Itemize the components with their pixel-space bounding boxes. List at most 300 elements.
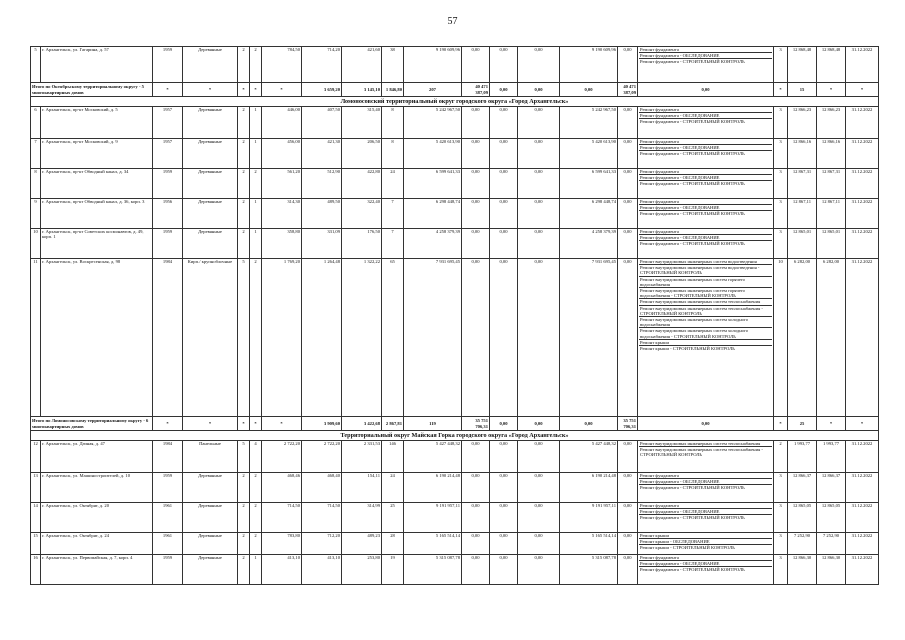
work-item: Ремонт фундамента - СТРОИТЕЛЬНЫЙ КОНТРОЛЬ [640, 59, 745, 65]
wall-material: Кирп./ крупноблочные [183, 259, 238, 417]
total-works-placeholder: * [774, 417, 788, 431]
floors-count: 2 [238, 199, 250, 229]
work-item: Ремонт фундамента [639, 503, 772, 509]
fund-support: 0,00 [462, 47, 490, 83]
work-item: Ремонт фундамента - ОБСЛЕДОВАНИЕ [639, 235, 772, 241]
work-item: Ремонт фундамента [639, 169, 772, 175]
work-item: Ремонт внутридомовых инженерных систем водоотведения [639, 259, 772, 265]
works-count: 3 [774, 199, 788, 229]
total-placeholder: * [153, 417, 183, 431]
other-funds: 0,00 [618, 473, 638, 503]
unit-cost: 12 866,16 [788, 139, 817, 169]
total-other-funds: 0,00 [638, 417, 774, 431]
max-unit-cost: 12 866,16 [817, 139, 846, 169]
residents-count: 24 [382, 473, 404, 503]
owned-area: 1 322,22 [342, 259, 382, 417]
work-item: Ремонт крыши - ОБСЛЕДОВАНИЕ [639, 539, 772, 545]
work-item: Ремонт фундамента - ОБСЛЕДОВАНИЕ [639, 509, 772, 515]
total-placeholder: * [238, 417, 250, 431]
owned-area: 422,80 [342, 169, 382, 199]
fund-support: 0,00 [462, 139, 490, 169]
work-item: Ремонт фундамента - ОБСЛЕДОВАНИЕ [639, 561, 772, 567]
residents-count: 25 [382, 503, 404, 533]
fund-support: 0,00 [462, 555, 490, 585]
house-address: г. Архангельск, ул. Дачная, д. 47 [41, 441, 153, 473]
total-area: 561,20 [262, 169, 302, 199]
owners-funds: 9 191 957,11 [560, 503, 618, 533]
other-funds: 0,00 [618, 533, 638, 555]
regional-budget: 0,00 [490, 259, 518, 417]
total-funding: 0,00 [560, 83, 618, 97]
living-area: 714,20 [302, 47, 342, 83]
total-area: 2 722,20 [262, 441, 302, 473]
owners-funds: 6 298 448,74 [560, 199, 618, 229]
max-unit-cost: 12 865,01 [817, 229, 846, 259]
fund-support: 0,00 [462, 169, 490, 199]
local-budget: 0,00 [518, 555, 560, 585]
capital-repair-table [30, 46, 879, 585]
floors-count: 5 [238, 441, 250, 473]
fund-support: 0,00 [462, 441, 490, 473]
residents-count: 65 [382, 259, 404, 417]
works-list [638, 441, 774, 473]
total-owners-funds: 35 751 706,31 [618, 417, 638, 431]
total-placeholder: * [183, 83, 238, 97]
total-area: 1 846,80 [382, 83, 404, 97]
deadline-date: 31.12.2022 [846, 199, 879, 229]
work-item: Ремонт крыши - СТРОИТЕЛЬНЫЙ КОНТРОЛЬ [640, 346, 735, 352]
house-address: г. Архангельск, пр-кт Московский, д. 5 [41, 107, 153, 139]
total-placeholder: * [153, 83, 183, 97]
residents-count: 146 [382, 441, 404, 473]
entrances-count: 2 [250, 533, 262, 555]
residents-count: 8 [382, 107, 404, 139]
house-address: г. Архангельск, пр-кт Московский, д. 9 [41, 139, 153, 169]
deadline-date: 31.12.2022 [846, 503, 879, 533]
repair-cost: 6 298 448,74 [404, 199, 462, 229]
deadline-date: 31.12.2022 [846, 259, 879, 417]
work-item: Ремонт фундамента - ОБСЛЕДОВАНИЕ [639, 205, 772, 211]
owned-area: 2 331,53 [342, 441, 382, 473]
house-address: г. Архангельск, ул. Первомайская, д. 7, корп. 4 [41, 555, 153, 585]
owners-funds: 5 165 514,14 [560, 533, 618, 555]
floors-count: 2 [238, 169, 250, 199]
works-count: 3 [774, 503, 788, 533]
table-row [31, 441, 879, 473]
works-list [638, 229, 774, 259]
works-count: 3 [774, 555, 788, 585]
owners-funds: 9 190 609,96 [560, 47, 618, 83]
deadline-date: 31.12.2022 [846, 169, 879, 199]
table-row [31, 503, 879, 533]
local-budget: 0,00 [518, 503, 560, 533]
regional-budget: 0,00 [490, 229, 518, 259]
works-count: 3 [774, 229, 788, 259]
living-area: 1 264,48 [302, 259, 342, 417]
owned-area: 154,11 [342, 473, 382, 503]
owned-area: 421,60 [342, 47, 382, 83]
regional-budget: 0,00 [490, 199, 518, 229]
works-list [638, 259, 774, 417]
work-item: Ремонт фундамента - ОБСЛЕДОВАНИЕ [639, 53, 772, 59]
regional-budget: 0,00 [490, 533, 518, 555]
entrances-count: 4 [250, 441, 262, 473]
floors-count: 2 [238, 503, 250, 533]
living-area: 2 722,20 [302, 441, 342, 473]
local-budget: 0,00 [518, 47, 560, 83]
total-funding: 0,00 [518, 83, 560, 97]
wall-material: Деревянные [183, 199, 238, 229]
local-budget: 0,00 [518, 441, 560, 473]
wall-material: Деревянные [183, 533, 238, 555]
regional-budget: 0,00 [490, 555, 518, 585]
total-label: Итого по Ломоносовскому территориальному округу - 6 многоквартирных домов [31, 417, 153, 431]
repair-cost: 9 190 609,96 [404, 47, 462, 83]
unit-cost: 12 867,11 [788, 199, 817, 229]
local-budget: 0,00 [518, 139, 560, 169]
floors-count: 2 [238, 47, 250, 83]
unit-cost: 12 867,31 [788, 169, 817, 199]
total-funding: 0,00 [490, 417, 518, 431]
max-unit-cost: 12 866,37 [817, 473, 846, 503]
build-year: 1984 [153, 259, 183, 417]
repair-cost: 6 599 641,33 [404, 169, 462, 199]
total-label: Итого по Октябрьскому территориальному округу - 5 многоквартирных домов [31, 83, 153, 97]
repair-cost: 6 190 214,48 [404, 473, 462, 503]
living-area: 413,10 [302, 555, 342, 585]
other-funds: 0,00 [618, 169, 638, 199]
total-residents: 119 [404, 417, 462, 431]
table-row [31, 555, 879, 585]
max-unit-cost: 12 865,05 [817, 503, 846, 533]
entrances-count: 1 [250, 107, 262, 139]
build-year: 1957 [153, 139, 183, 169]
living-area: 714,50 [302, 503, 342, 533]
floors-count: 2 [238, 533, 250, 555]
other-funds: 0,00 [618, 555, 638, 585]
works-count: 3 [774, 107, 788, 139]
total-placeholder: * [262, 417, 302, 431]
work-item: Ремонт крыши [639, 533, 772, 539]
works-list [638, 473, 774, 503]
total-max-unit-cost: * [846, 417, 879, 431]
fund-support: 0,00 [462, 503, 490, 533]
table-row [31, 199, 879, 229]
table-body [31, 47, 879, 585]
work-item: Ремонт фундамента - СТРОИТЕЛЬНЫЙ КОНТРОЛЬ [640, 151, 745, 157]
section-header-row [31, 97, 879, 107]
section-title: Ломоносовский территориальный округ городского округа «Город Архангельск» [31, 97, 879, 107]
deadline-date: 31.12.2022 [846, 441, 879, 473]
total-area: 2 867,81 [382, 417, 404, 431]
work-item: Ремонт фундамента - ОБСЛЕДОВАНИЕ [639, 113, 772, 119]
wall-material: Панельные [183, 441, 238, 473]
floors-count: 2 [238, 473, 250, 503]
work-item: Ремонт фундамента - СТРОИТЕЛЬНЫЙ КОНТРОЛЬ [640, 181, 745, 187]
deadline-date: 31.12.2022 [846, 47, 879, 83]
row-number: 11 [31, 259, 41, 417]
total-placeholder: * [238, 83, 250, 97]
local-budget: 0,00 [518, 533, 560, 555]
residents-count: 7 [382, 229, 404, 259]
repair-cost: 9 191 957,11 [404, 503, 462, 533]
row-number: 10 [31, 229, 41, 259]
owners-funds: 7 931 695,45 [560, 259, 618, 417]
total-area: 358,80 [262, 229, 302, 259]
total-funding: 0,00 [560, 417, 618, 431]
fund-support: 0,00 [462, 259, 490, 417]
total-other-funds: 0,00 [638, 83, 774, 97]
owned-area: 176,50 [342, 229, 382, 259]
unit-cost: 12 868,48 [788, 47, 817, 83]
repair-cost: 7 931 695,45 [404, 259, 462, 417]
house-address: г. Архангельск, ул. Воскресенская, д. 98 [41, 259, 153, 417]
total-owners-funds: 40 471 387,09 [618, 83, 638, 97]
wall-material: Деревянные [183, 555, 238, 585]
living-area: 421,30 [302, 139, 342, 169]
other-funds: 0,00 [618, 107, 638, 139]
build-year: 1961 [153, 503, 183, 533]
build-year: 1959 [153, 229, 183, 259]
work-item: Ремонт внутридомовых инженерных систем теплоснабжения - СТРОИТЕЛЬНЫЙ КОНТРОЛЬ [639, 306, 772, 317]
fund-support: 0,00 [462, 533, 490, 555]
house-address: г. Архангельск, ул. Октябрят, д. 20 [41, 503, 153, 533]
row-number: 15 [31, 533, 41, 555]
work-item: Ремонт фундамента [639, 139, 772, 145]
house-address: г. Архангельск, ул. Гагарина, д. 57 [41, 47, 153, 83]
page-number: 57 [447, 16, 458, 27]
regional-budget: 0,00 [490, 47, 518, 83]
table-row [31, 47, 879, 83]
owned-area: 489,23 [342, 533, 382, 555]
work-item: Ремонт фундамента [639, 473, 772, 479]
living-area: 489,50 [302, 199, 342, 229]
work-item: Ремонт внутридомовых инженерных систем холодного водоснабжения - СТРОИТЕЛЬНЫЙ КОНТРОЛЬ [639, 328, 772, 339]
local-budget: 0,00 [518, 169, 560, 199]
deadline-date: 31.12.2022 [846, 139, 879, 169]
house-address: г. Архангельск, ул. Машиностроителей, д. 10 [41, 473, 153, 503]
other-funds: 0,00 [618, 199, 638, 229]
deadline-date: 31.12.2022 [846, 229, 879, 259]
work-item: Ремонт фундамента - СТРОИТЕЛЬНЫЙ КОНТРОЛЬ [640, 119, 745, 125]
entrances-count: 2 [250, 169, 262, 199]
work-item: Ремонт внутридомовых инженерных систем горячего водоснабжения [639, 277, 772, 288]
fund-support: 0,00 [462, 199, 490, 229]
section-header-row [31, 431, 879, 441]
residents-count: 28 [382, 533, 404, 555]
row-number: 8 [31, 169, 41, 199]
total-area: 446,00 [262, 107, 302, 139]
regional-budget: 0,00 [490, 473, 518, 503]
work-item: Ремонт внутридомовых инженерных систем водоотведения - СТРОИТЕЛЬНЫЙ КОНТРОЛЬ [639, 265, 772, 276]
work-item: Ремонт внутридомовых инженерных систем теплоснабжения [639, 441, 772, 447]
build-year: 1961 [153, 533, 183, 555]
other-funds: 0,00 [618, 503, 638, 533]
wall-material: Деревянные [183, 169, 238, 199]
work-item: Ремонт внутридомовых инженерных систем холодного водоснабжения [639, 317, 772, 328]
row-number: 14 [31, 503, 41, 533]
max-unit-cost: 7 252,90 [817, 533, 846, 555]
works-list [638, 533, 774, 555]
regional-budget: 0,00 [490, 441, 518, 473]
total-row [31, 83, 879, 97]
max-unit-cost: 12 867,31 [817, 169, 846, 199]
row-number: 7 [31, 139, 41, 169]
fund-support: 0,00 [462, 473, 490, 503]
owned-area: 206,50 [342, 139, 382, 169]
build-year: 1957 [153, 107, 183, 139]
total-area: 3 422,68 [342, 417, 382, 431]
total-area: 3 145,10 [342, 83, 382, 97]
wall-material: Деревянные [183, 47, 238, 83]
total-cost: 40 471 387,09 [462, 83, 490, 97]
work-item: Ремонт фундамента [639, 199, 772, 205]
repair-cost: 5 242 967,50 [404, 107, 462, 139]
build-year: 1956 [153, 199, 183, 229]
total-placeholder: * [250, 83, 262, 97]
residents-count: 24 [382, 169, 404, 199]
unit-cost: 7 252,90 [788, 533, 817, 555]
build-year: 1959 [153, 555, 183, 585]
work-item: Ремонт внутридомовых инженерных систем теплоснабжения [639, 299, 772, 305]
work-item: Ремонт крыши - СТРОИТЕЛЬНЫЙ КОНТРОЛЬ [640, 545, 735, 551]
living-area: 712,20 [302, 533, 342, 555]
regional-budget: 0,00 [490, 169, 518, 199]
house-address: г. Архангельск, ул. Октябрят, д. 24 [41, 533, 153, 555]
owners-funds: 5 242 967,50 [560, 107, 618, 139]
entrances-count: 1 [250, 229, 262, 259]
total-area: 1 769,20 [262, 259, 302, 417]
owners-funds: 4 258 379,39 [560, 229, 618, 259]
works-list [638, 139, 774, 169]
fund-support: 0,00 [462, 107, 490, 139]
local-budget: 0,00 [518, 107, 560, 139]
works-count: 3 [774, 169, 788, 199]
works-count: 10 [774, 259, 788, 417]
unit-cost: 12 865,01 [788, 229, 817, 259]
residents-count: 8 [382, 139, 404, 169]
total-unit-cost: * [817, 83, 846, 97]
floors-count: 5 [238, 259, 250, 417]
owners-funds: 6 599 641,33 [560, 169, 618, 199]
max-unit-cost: 12 866,23 [817, 107, 846, 139]
row-number: 6 [31, 107, 41, 139]
work-item: Ремонт фундамента [639, 555, 772, 561]
house-address: г. Архангельск, пр-кт Обводный канал, д. 34 [41, 169, 153, 199]
row-number: 13 [31, 473, 41, 503]
build-year: 1959 [153, 169, 183, 199]
total-unit-cost: * [817, 417, 846, 431]
regional-budget: 0,00 [490, 503, 518, 533]
entrances-count: 1 [250, 555, 262, 585]
floors-count: 2 [238, 229, 250, 259]
max-unit-cost: 6 282,00 [817, 259, 846, 417]
total-area: 784,50 [262, 47, 302, 83]
owned-area: 315,40 [342, 107, 382, 139]
total-funding: 0,00 [518, 417, 560, 431]
work-item: Ремонт внутридомовых инженерных систем теплоснабжения - СТРОИТЕЛЬНЫЙ КОНТРОЛЬ [640, 447, 763, 458]
owned-area: 253,80 [342, 555, 382, 585]
total-area: 783,80 [262, 533, 302, 555]
work-item: Ремонт фундамента [639, 47, 772, 53]
house-address: г. Архангельск, пр-кт Советских космонавтов, д. 49, корп. 1 [41, 229, 153, 259]
table-row [31, 533, 879, 555]
local-budget: 0,00 [518, 259, 560, 417]
row-number: 5 [31, 47, 41, 83]
house-address: г. Архангельск, пр-кт Обводный канал, д. 36, корп. 3 [41, 199, 153, 229]
work-item: Ремонт фундамента - СТРОИТЕЛЬНЫЙ КОНТРОЛЬ [640, 211, 745, 217]
total-placeholder: * [250, 417, 262, 431]
other-funds: 0,00 [618, 259, 638, 417]
owners-funds: 6 190 214,48 [560, 473, 618, 503]
living-area: 468,40 [302, 473, 342, 503]
works-list [638, 555, 774, 585]
wall-material: Деревянные [183, 229, 238, 259]
unit-cost: 12 866,37 [788, 473, 817, 503]
other-funds: 0,00 [618, 47, 638, 83]
wall-material: Деревянные [183, 473, 238, 503]
owners-funds: 5 427 448,32 [560, 441, 618, 473]
works-list [638, 199, 774, 229]
local-budget: 0,00 [518, 199, 560, 229]
fund-support: 0,00 [462, 229, 490, 259]
local-budget: 0,00 [518, 473, 560, 503]
work-item: Ремонт фундамента - ОБСЛЕДОВАНИЕ [639, 145, 772, 151]
repair-cost: 4 258 379,39 [404, 229, 462, 259]
wall-material: Деревянные [183, 139, 238, 169]
total-area: 456,00 [262, 139, 302, 169]
table-row [31, 229, 879, 259]
total-placeholder: * [262, 83, 302, 97]
residents-count: 19 [382, 555, 404, 585]
residents-count: 38 [382, 47, 404, 83]
row-number: 16 [31, 555, 41, 585]
section-title: Территориальный округ Майская Горка городского округа «Город Архангельск» [31, 431, 879, 441]
total-area: 314,30 [262, 199, 302, 229]
living-area: 331,09 [302, 229, 342, 259]
total-funding: 0,00 [490, 83, 518, 97]
owners-funds: 5 315 087,78 [560, 555, 618, 585]
unit-cost: 12 866,30 [788, 555, 817, 585]
unit-cost: 6 282,00 [788, 259, 817, 417]
wall-material: Деревянные [183, 107, 238, 139]
works-count: 3 [774, 139, 788, 169]
deadline-date: 31.12.2022 [846, 107, 879, 139]
work-item: Ремонт фундамента - СТРОИТЕЛЬНЫЙ КОНТРОЛЬ [640, 485, 745, 491]
table-row [31, 107, 879, 139]
deadline-date: 31.12.2022 [846, 473, 879, 503]
work-item: Ремонт фундамента - СТРОИТЕЛЬНЫЙ КОНТРОЛЬ [640, 241, 745, 247]
other-funds: 0,00 [618, 441, 638, 473]
total-area: 714,50 [262, 503, 302, 533]
living-area: 407,50 [302, 107, 342, 139]
total-area: 3 659,20 [302, 83, 342, 97]
total-area: 3 909,60 [302, 417, 342, 431]
regional-budget: 0,00 [490, 139, 518, 169]
total-max-unit-cost: * [846, 83, 879, 97]
total-row [31, 417, 879, 431]
owned-area: 314,99 [342, 503, 382, 533]
work-item: Ремонт фундамента - СТРОИТЕЛЬНЫЙ КОНТРОЛЬ [640, 515, 745, 521]
works-list [638, 503, 774, 533]
entrances-count: 1 [250, 139, 262, 169]
deadline-date: 31.12.2022 [846, 533, 879, 555]
table-row [31, 259, 879, 417]
entrances-count: 1 [250, 199, 262, 229]
table-row [31, 473, 879, 503]
entrances-count: 2 [250, 503, 262, 533]
total-area: 468,46 [262, 473, 302, 503]
